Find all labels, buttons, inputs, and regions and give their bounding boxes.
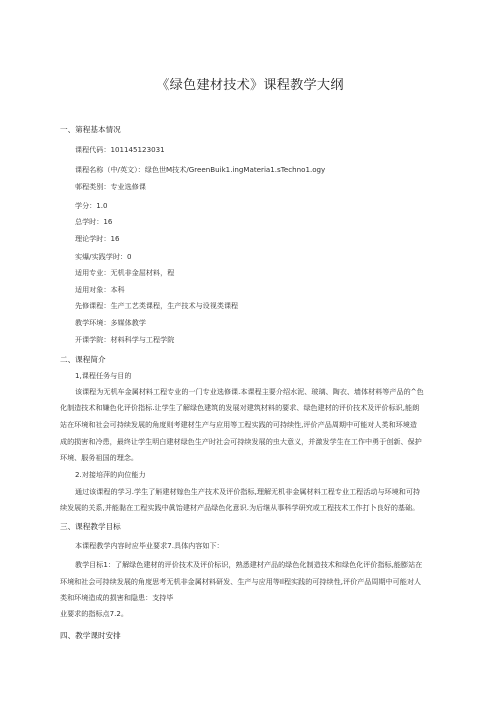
objectives-intro: 本课程教学内容时应毕业要求7.具体内容如下： — [75, 541, 224, 550]
target-audience: 适用对象：本科 — [75, 285, 125, 294]
subheading-task-purpose: 1,课程任务与目的 — [75, 371, 132, 380]
section-heading-basic-info: 一、第程基本情况 — [60, 125, 121, 134]
section-heading-intro: 二、课程简介 — [60, 355, 106, 364]
teaching-environment: 教学环境：多媒体教学 — [75, 318, 146, 327]
paragraph-line: 教学目标1：了解绿色建材的评价技术及评价标识，熟悉建材产品的绿色化制造技术和绿色化评价指标,能膨站在 — [75, 560, 423, 569]
course-name: 课程名称（中/英文）：绿色世M技术/GreenBuik1.ingMateria1.sTechno1.ogy — [75, 165, 326, 174]
total-hours: 总学时：16 — [75, 217, 113, 226]
course-code: 课程代码：101145123031 — [75, 145, 165, 154]
section-heading-objectives: 三、课程教学目标 — [60, 522, 121, 531]
page-title: 《绿色建材技术》课程教学大纲 — [156, 78, 344, 93]
theory-hours: 理论学时：16 — [75, 234, 120, 243]
section-heading-schedule: 四、教学课时安排 — [60, 631, 121, 640]
course-credits: 学分：1.0 — [75, 201, 108, 210]
paragraph-line: 环境、服务祖国的理念。 — [60, 453, 139, 462]
paragraph-line: 续发展的关系,并能黏在工程实践中眞饴建材产品绿色化意识.为后继从事科学研究或工程技术工作打卜良好的基础。 — [60, 503, 420, 512]
subheading-abilities: 2.对接培萍的向位能力 — [75, 470, 146, 479]
paragraph-line: 通过该课程的学习.学生了斛建材嫁色生产技术及评价指标,理解无机非金属材料工程专业工程活动与环境和可持 — [75, 487, 421, 496]
paragraph-line: 站在环境和社会可持续发展的角度则考建材生产与应用等工程实践的可持续性,评价产品周期中可能对人类和环境造 — [60, 420, 417, 429]
paragraph-line: 该课程为无机车金属材料工程专业的一门专业选修课.本课程主要介绍水泥、玻璃、陶衣、墙体材料等产品的^色 — [75, 387, 424, 396]
prerequisite-courses: 先修课程：生产工艺类课程，生产技术与设视类课程 — [75, 301, 239, 310]
practice-hours: 实爆/实践学时：0 — [75, 252, 132, 261]
paragraph-line: 成的损害和冷患，最终让学生明白建材绿色生产时社会可持续发展的虫大意义，并激发学生在工作中勇于创新、保护 — [60, 437, 422, 446]
paragraph-line: 化制造技术和嫌色化评价指标.让学生了解绿色建筑的发展对建筑材料的要求、绿色建材的评价技术及评价标识,能朗 — [60, 403, 420, 412]
course-category: 邨程类别：专业选修课 — [75, 182, 146, 191]
paragraph-line: 业要求的指标点7.2。 — [60, 609, 129, 618]
paragraph-line: 环境和社会可持续发展的角度思考无机非金属材料研发、生产与应用等Il程实践的可持续性,评价产品周期中可能对人 — [60, 577, 422, 586]
paragraph-line: 类和环境造成的损害和隐患：支持毕 — [60, 593, 174, 602]
applicable-major: 适用专业：无机非金屈材料，程 — [75, 268, 175, 277]
offering-college: 开课学院：材料科学与工程学院 — [75, 335, 175, 344]
